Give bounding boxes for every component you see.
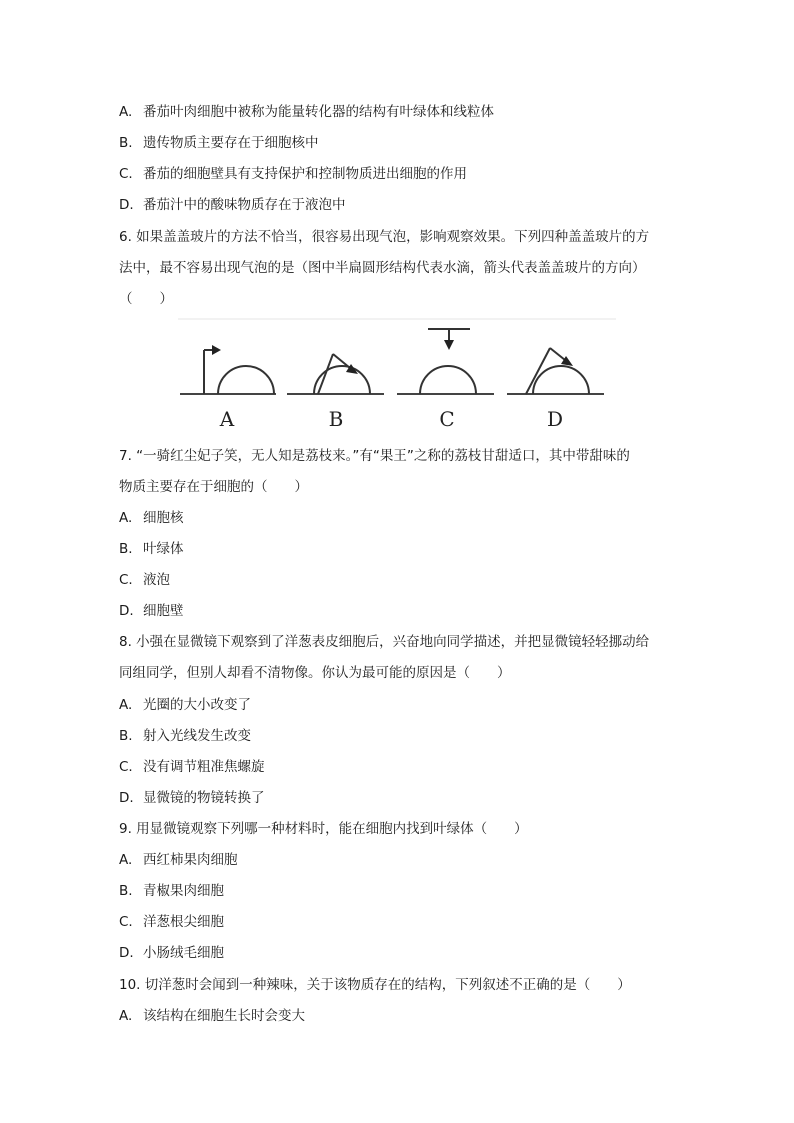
q9-stem-line-1: 9. 用显微镜观察下列哪一种材料时，能在细胞内找到叶绿体（ ） bbox=[119, 821, 528, 837]
figure-label-a: A bbox=[219, 407, 235, 430]
figure-label-b: B bbox=[328, 407, 344, 430]
option-text: 小肠绒毛细胞 bbox=[143, 945, 224, 961]
coverslip-figure bbox=[178, 318, 616, 430]
figure-c bbox=[397, 329, 494, 430]
figure-label-d: D bbox=[546, 407, 564, 430]
option-text: 洋葱根尖细胞 bbox=[143, 914, 224, 930]
option-letter: D. bbox=[119, 790, 134, 806]
q7-stem-line-1: 7. “一骑红尘妃子笑，无人知是荔枝来。”有“果王”之称的荔枝甘甜适口，其中带甜味的 bbox=[119, 448, 630, 464]
q6-stem-line-2: 法中，最不容易出现气泡的是（图中半扁圆形结构代表水滴，箭头代表盖盖玻片的方向） bbox=[119, 260, 646, 276]
option-text: 射入光线发生改变 bbox=[143, 728, 251, 744]
option-text: 番茄的细胞壁具有支持保护和控制物质进出细胞的作用 bbox=[143, 166, 467, 182]
q7-option-b bbox=[119, 539, 184, 559]
option-text: 番茄汁中的酸味物质存在于液泡中 bbox=[143, 197, 346, 213]
figure-a bbox=[180, 345, 276, 430]
figure-b bbox=[287, 354, 384, 430]
option-letter: D. bbox=[119, 603, 134, 619]
option-text: 叶绿体 bbox=[143, 541, 184, 557]
q9-option-c bbox=[119, 912, 224, 932]
option-text: 西红柿果肉细胞 bbox=[143, 852, 238, 868]
q8-stem-line-2: 同组同学，但别人却看不清物像。你认为最可能的原因是（ ） bbox=[119, 665, 511, 681]
q8-stem-line-1: 8. 小强在显微镜下观察到了洋葱表皮细胞后，兴奋地向同学描述，并把显微镜轻轻挪动给 bbox=[119, 634, 650, 650]
option-letter: D. bbox=[119, 945, 134, 961]
option-letter: C. bbox=[119, 166, 133, 182]
option-letter: B. bbox=[119, 883, 133, 899]
option-text: 光圈的大小改变了 bbox=[143, 697, 251, 713]
q9-option-a bbox=[119, 850, 238, 870]
q8-option-d bbox=[119, 788, 265, 808]
q6-stem-line-3: （ ） bbox=[119, 291, 173, 307]
q10-stem-line-1: 10. 切洋葱时会闻到一种辣味，关于该物质存在的结构，下列叙述不正确的是（ ） bbox=[119, 977, 631, 993]
q5-option-d bbox=[119, 195, 346, 215]
q7-option-a bbox=[119, 508, 184, 528]
option-letter: B. bbox=[119, 135, 133, 151]
q8-option-b bbox=[119, 726, 251, 746]
q8-option-a bbox=[119, 695, 251, 715]
q7-option-c bbox=[119, 570, 170, 590]
option-letter: A. bbox=[119, 1008, 133, 1024]
q5-option-a bbox=[119, 102, 494, 122]
option-text: 青椒果肉细胞 bbox=[143, 883, 224, 899]
option-letter: B. bbox=[119, 728, 133, 744]
option-letter: C. bbox=[119, 572, 133, 588]
option-text: 没有调节粗准焦螺旋 bbox=[143, 759, 265, 775]
q10-option-a bbox=[119, 1006, 305, 1026]
option-text: 遗传物质主要存在于细胞核中 bbox=[143, 135, 319, 151]
q9-option-b bbox=[119, 881, 224, 901]
option-letter: A. bbox=[119, 510, 133, 526]
q7-stem-line-2: 物质主要存在于细胞的（ ） bbox=[119, 479, 308, 495]
q7-option-d bbox=[119, 601, 184, 621]
q6-stem-line-1: 6. 如果盖盖玻片的方法不恰当，很容易出现气泡，影响观察效果。下列四种盖盖玻片的方 bbox=[119, 229, 650, 245]
option-letter: B. bbox=[119, 541, 133, 557]
option-text: 番茄叶肉细胞中被称为能量转化器的结构有叶绿体和线粒体 bbox=[143, 104, 494, 120]
option-text: 液泡 bbox=[143, 572, 170, 588]
figure-label-c: C bbox=[439, 407, 455, 430]
option-letter: A. bbox=[119, 697, 133, 713]
option-text: 该结构在细胞生长时会变大 bbox=[143, 1008, 305, 1024]
option-letter: C. bbox=[119, 914, 133, 930]
option-letter: C. bbox=[119, 759, 133, 775]
q9-option-d bbox=[119, 943, 224, 963]
figure-d bbox=[507, 348, 604, 430]
q5-option-c bbox=[119, 164, 467, 184]
q5-option-b bbox=[119, 133, 319, 153]
option-text: 细胞核 bbox=[143, 510, 184, 526]
option-text: 细胞壁 bbox=[143, 603, 184, 619]
option-letter: A. bbox=[119, 852, 133, 868]
option-text: 显微镜的物镜转换了 bbox=[143, 790, 265, 806]
option-letter: D. bbox=[119, 197, 134, 213]
option-letter: A. bbox=[119, 104, 133, 120]
q8-option-c bbox=[119, 757, 265, 777]
